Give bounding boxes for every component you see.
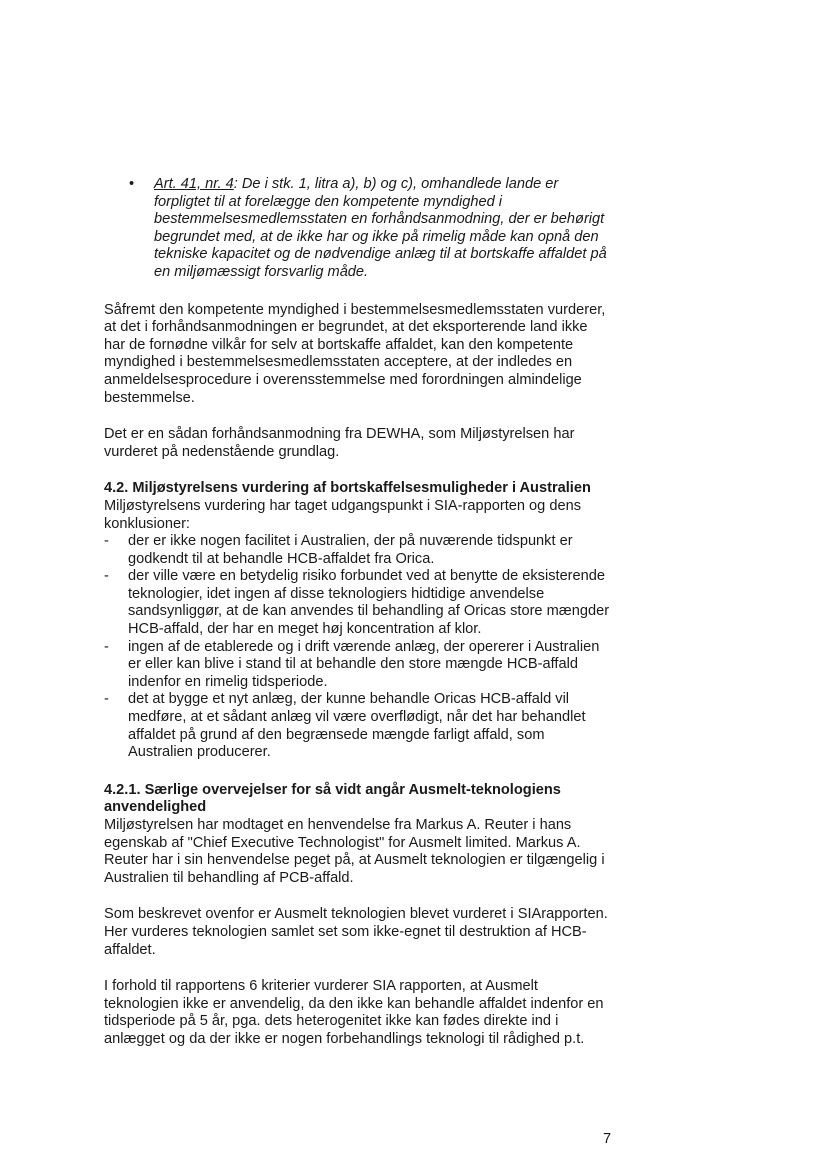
paragraph-ausmelt-vurdering: Som beskrevet ovenfor er Ausmelt teknologien blevet vurderet i SIArapporten. Her vurderes teknologien samlet set som ikke-egnet til destruktion af HCB-affaldet.: [104, 906, 608, 958]
list-item: - det at bygge et nyt anlæg, der kunne behandle Oricas HCB-affald vil medføre, at et sådant anlæg vil være overflødigt, når det har behandlet affaldet på grund af den begrænsede mængde farligt affald, som Australien producerer.: [104, 691, 586, 761]
conclusion-list: [104, 533, 612, 762]
page-number: 7: [603, 1131, 612, 1147]
dash-marker: -: [104, 568, 109, 585]
article-text: : De i stk. 1, litra a), b) og c), omhandlede lande er forpligtet til at forelægge den kompetente myndighed i bestemmelsesmedlemsstaten en forhåndsanmodning, der er behørigt begrundet med, at de ikke har og ikke på rimelig måde kan opnå den tekniske kapacitet og de nødvendige anlæg til at bortskaffe affaldet på en miljømæssigt forsvarlig måde.: [154, 176, 607, 280]
bullet-dot-icon: •: [129, 176, 135, 192]
section-4-2-intro: Miljøstyrelsens vurdering har taget udgangspunkt i SIA-rapporten og dens konklusioner:: [104, 497, 581, 532]
section-heading-4-2: 4.2. Miljøstyrelsens vurdering af bortskaffelsesmuligheder i Australien: [104, 480, 591, 497]
paragraph-sia-kriterier: I forhold til rapportens 6 kriterier vurderer SIA rapporten, at Ausmelt teknologien ikke er anvendelig, da den ikke kan behandle affaldet indenfor en tidsperiode på 5 år, pga. dets heterogenitet ikke kan fødes direkte ind i anlægget og da der ikke er nogen forbehandlings teknologi til rådighed p.t.: [104, 978, 604, 1047]
dash-marker: -: [104, 691, 109, 708]
list-item: - der er ikke nogen facilitet i Australien, der på nuværende tidspunkt er godkendt til at behandle HCB-affaldet fra Orica.: [104, 533, 573, 567]
dash-marker: -: [104, 638, 109, 655]
paragraph-forhandsanmodning: Såfremt den kompetente myndighed i bestemmelsesmedlemsstaten vurderer, at det i forhåndsanmodningen er begrundet, at det eksporterende land ikke har de fornødne vilkår for selv at bortskaffe affaldet, kan den kompetente myndighed i bestemmelsesmedlemsstaten acceptere, at der indledes en anmeldelsesprocedure i overensstemmelse med forordningen almindelige bestemmelse.: [104, 301, 606, 406]
paragraph-ausmelt-henvendelse: Miljøstyrelsen har modtaget en henvendelse fra Markus A. Reuter i hans egenskab af "Chief Executive Technologist" for Ausmelt limited. Markus A. Reuter har i sin henvendelse peget på, at Ausmelt teknologien er tilgængelig i Australien til behandling af PCB-affald.: [104, 817, 605, 886]
section-heading-4-2-1: 4.2.1. Særlige overvejelser for så vidt angår Ausmelt-teknologiens anvendelighed: [104, 781, 561, 816]
list-item: - der ville være en betydelig risiko forbundet ved at benytte de eksisterende teknologier, idet ingen af disse teknologiers hidtidige anvendelse sandsynliggør, at de kan anvendes til behandling af Oricas store mængder HCB-affald, der har en meget høj koncentration af klor.: [104, 568, 610, 638]
list-item: - ingen af de etablerede og i drift værende anlæg, der opererer i Australien er eller kan blive i stand til at behandle den store mængde HCB-affald indenfor en rimelig tidsperiode.: [104, 638, 600, 690]
dash-marker: -: [104, 533, 109, 550]
paragraph-dewha: Det er en sådan forhåndsanmodning fra DEWHA, som Miljøstyrelsen har vurderet på nedenstående grundlag.: [104, 426, 575, 460]
article-bullet: [129, 176, 612, 282]
article-reference: Art. 41, nr. 4: [154, 176, 234, 192]
document-body: [104, 176, 612, 1049]
